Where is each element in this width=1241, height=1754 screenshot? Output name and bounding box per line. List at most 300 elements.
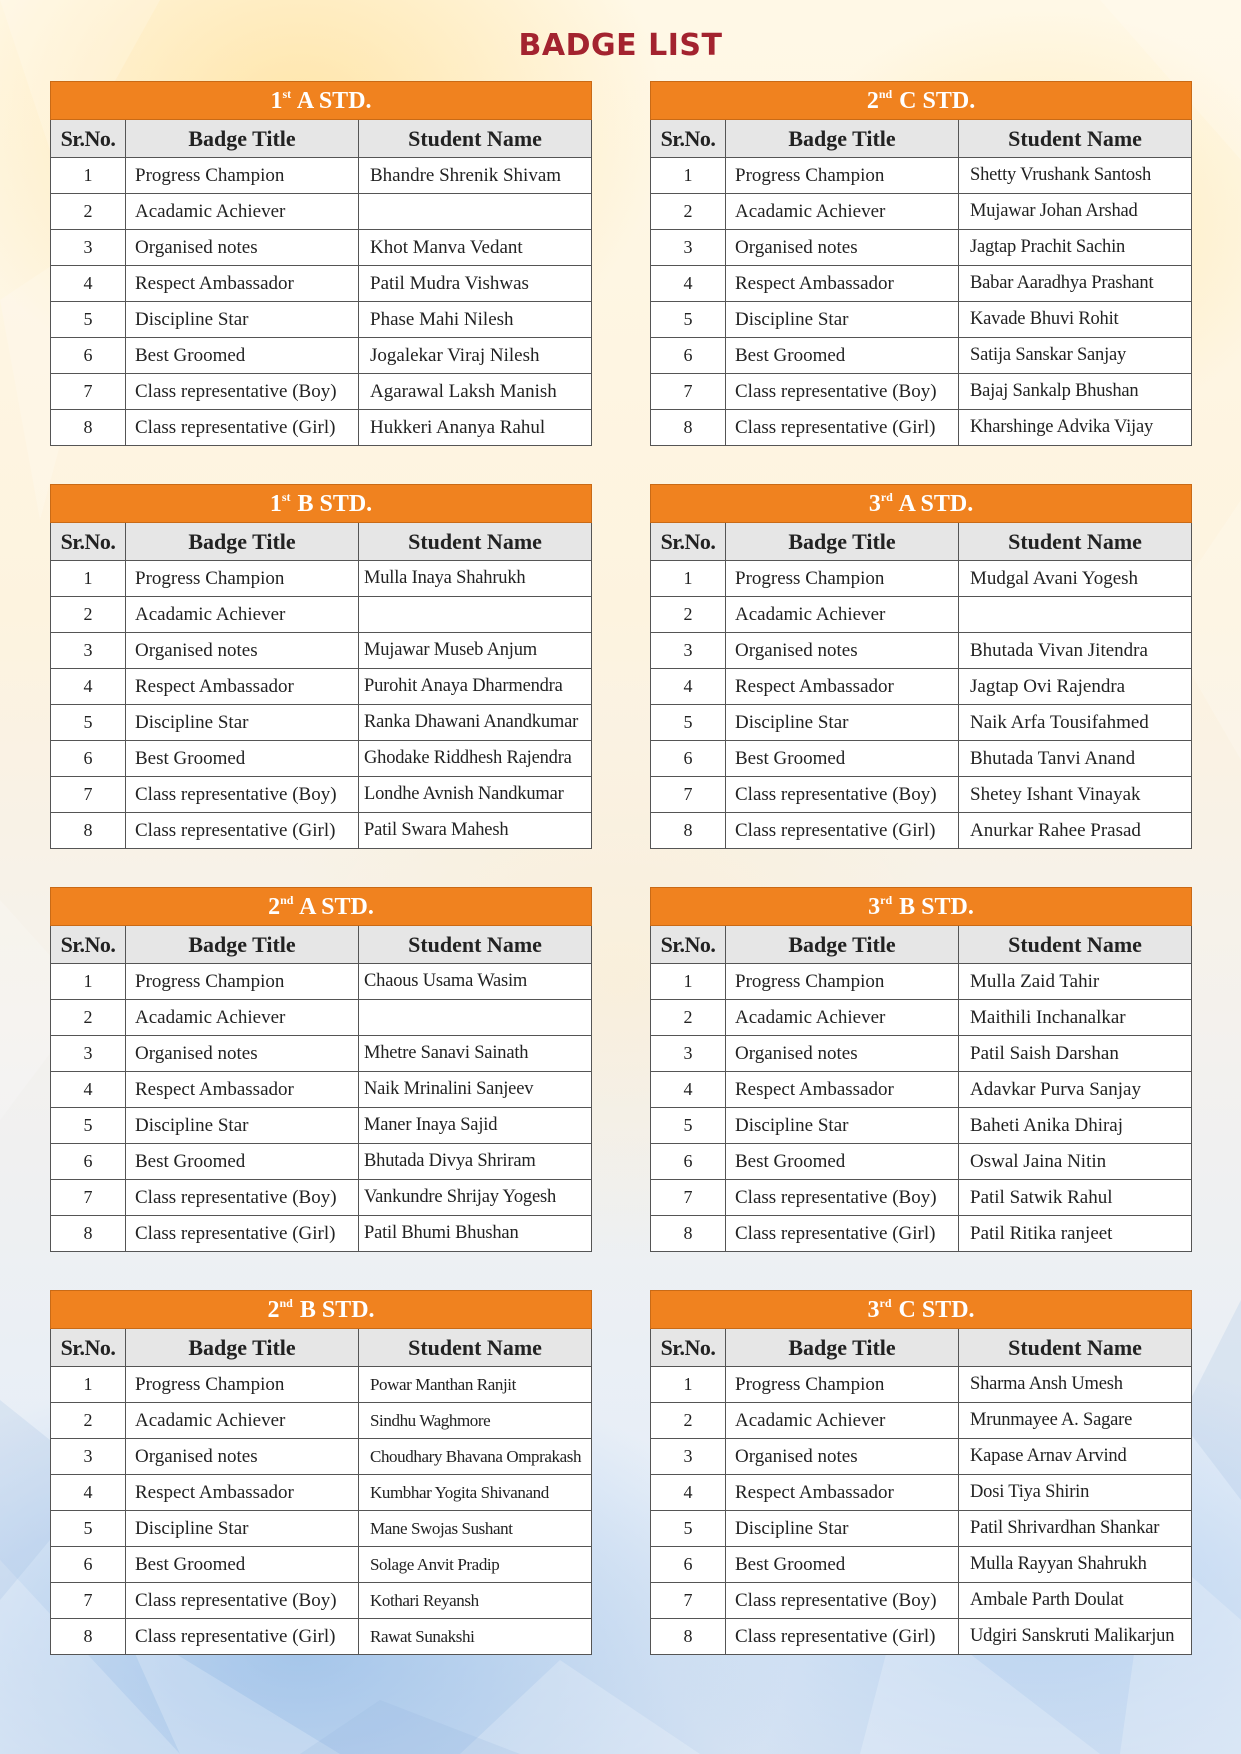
table-row [651, 338, 1192, 374]
student-cell: Choudhary Bhavana Omprakash [359, 1439, 592, 1475]
student-cell: Naik Arfa Tousifahmed [959, 705, 1192, 741]
student-cell: Mulla Rayyan Shahrukh [959, 1547, 1192, 1583]
student-cell: Mane Swojas Sushant [359, 1511, 592, 1547]
student-cell: Vankundre Shrijay Yogesh [359, 1180, 592, 1216]
table-row [651, 1439, 1192, 1475]
table-row [51, 1511, 592, 1547]
badge-cell: Organised notes [726, 1439, 959, 1475]
table-row [651, 1547, 1192, 1583]
badge-cell: Organised notes [126, 1439, 359, 1475]
badge-cell: Class representative (Girl) [726, 1619, 959, 1655]
sr-cell: 3 [51, 1036, 126, 1072]
badge-cell: Respect Ambassador [126, 1072, 359, 1108]
table-row [51, 1547, 592, 1583]
sr-cell: 7 [51, 374, 126, 410]
section-3rd-b-std [650, 887, 1191, 1252]
sr-cell: 4 [651, 1475, 726, 1511]
student-cell: Mrunmayee A. Sagare [959, 1403, 1192, 1439]
sr-cell: 8 [51, 813, 126, 849]
table-row [651, 813, 1192, 849]
sr-cell: 7 [51, 1583, 126, 1619]
student-cell: Kharshinge Advika Vijay [959, 410, 1192, 446]
badge-cell: Best Groomed [726, 338, 959, 374]
sr-cell: 2 [651, 194, 726, 230]
table-row [651, 1511, 1192, 1547]
section-heading: 3rd C STD. [651, 1291, 1192, 1329]
student-cell: Phase Mahi Nilesh [359, 302, 592, 338]
student-cell: Powar Manthan Ranjit [359, 1367, 592, 1403]
student-cell: Adavkar Purva Sanjay [959, 1072, 1192, 1108]
badge-cell: Acadamic Achiever [126, 597, 359, 633]
student-cell: Maithili Inchanalkar [959, 1000, 1192, 1036]
col-header-student-name: Student Name [359, 1329, 592, 1367]
badge-cell: Acadamic Achiever [726, 1000, 959, 1036]
badge-cell: Organised notes [126, 230, 359, 266]
section-3rd-c-std [650, 1290, 1191, 1655]
badge-cell: Best Groomed [126, 1547, 359, 1583]
table-row [651, 1619, 1192, 1655]
table-row [651, 302, 1192, 338]
table-row [51, 1036, 592, 1072]
table-row [651, 266, 1192, 302]
table-row [51, 597, 592, 633]
col-header-student-name: Student Name [959, 1329, 1192, 1367]
sr-cell: 6 [651, 338, 726, 374]
student-cell: Baheti Anika Dhiraj [959, 1108, 1192, 1144]
section-1st-b-std [50, 484, 591, 849]
badge-table [50, 484, 592, 849]
col-header-student-name: Student Name [359, 120, 592, 158]
table-row [651, 597, 1192, 633]
badge-cell: Class representative (Girl) [726, 1216, 959, 1252]
student-cell: Kumbhar Yogita Shivanand [359, 1475, 592, 1511]
sr-cell: 5 [51, 1108, 126, 1144]
section-2nd-c-std [650, 81, 1191, 446]
badge-cell: Class representative (Boy) [726, 1180, 959, 1216]
student-cell: Patil Shrivardhan Shankar [959, 1511, 1192, 1547]
table-row [51, 1475, 592, 1511]
sr-cell: 1 [651, 1367, 726, 1403]
col-header-badge-title: Badge Title [726, 120, 959, 158]
badge-cell: Class representative (Girl) [126, 1619, 359, 1655]
badge-cell: Best Groomed [726, 1144, 959, 1180]
badge-table [650, 1290, 1192, 1655]
table-row [51, 230, 592, 266]
student-cell: Patil Satwik Rahul [959, 1180, 1192, 1216]
student-cell: Maner Inaya Sajid [359, 1108, 592, 1144]
table-row [651, 1583, 1192, 1619]
student-cell: Patil Bhumi Bhushan [359, 1216, 592, 1252]
badge-cell: Progress Champion [126, 964, 359, 1000]
sr-cell: 4 [51, 266, 126, 302]
student-cell: Babar Aaradhya Prashant [959, 266, 1192, 302]
student-cell: Patil Ritika ranjeet [959, 1216, 1192, 1252]
sr-cell: 4 [51, 669, 126, 705]
col-header-sr-no: Sr.No. [51, 120, 126, 158]
student-cell: Kothari Reyansh [359, 1583, 592, 1619]
section-heading: 1st A STD. [51, 82, 592, 120]
badge-cell: Discipline Star [126, 1511, 359, 1547]
badge-cell: Respect Ambassador [126, 669, 359, 705]
table-row [51, 1619, 592, 1655]
sr-cell: 7 [651, 1583, 726, 1619]
badge-cell: Discipline Star [726, 705, 959, 741]
sr-cell: 7 [651, 1180, 726, 1216]
sr-cell: 4 [51, 1072, 126, 1108]
student-cell: Agarawal Laksh Manish [359, 374, 592, 410]
badge-cell: Best Groomed [126, 741, 359, 777]
table-row [651, 777, 1192, 813]
sr-cell: 4 [651, 266, 726, 302]
sr-cell: 8 [51, 1619, 126, 1655]
badge-cell: Organised notes [726, 633, 959, 669]
student-cell [959, 597, 1192, 633]
student-cell: Ranka Dhawani Anandkumar [359, 705, 592, 741]
table-row [51, 1000, 592, 1036]
sr-cell: 3 [651, 1439, 726, 1475]
badge-cell: Class representative (Girl) [126, 813, 359, 849]
badge-cell: Respect Ambassador [726, 266, 959, 302]
table-row [651, 1180, 1192, 1216]
sr-cell: 2 [51, 1403, 126, 1439]
table-row [651, 158, 1192, 194]
table-row [51, 669, 592, 705]
badge-cell: Respect Ambassador [126, 266, 359, 302]
sr-cell: 1 [51, 1367, 126, 1403]
sr-cell: 5 [51, 302, 126, 338]
badge-cell: Class representative (Girl) [726, 813, 959, 849]
badge-cell: Respect Ambassador [726, 1475, 959, 1511]
badge-cell: Progress Champion [726, 1367, 959, 1403]
sr-cell: 6 [651, 741, 726, 777]
sr-cell: 6 [51, 741, 126, 777]
sr-cell: 7 [51, 777, 126, 813]
sr-cell: 6 [51, 1144, 126, 1180]
badge-table [50, 887, 592, 1252]
table-row [651, 230, 1192, 266]
student-cell: Kapase Arnav Arvind [959, 1439, 1192, 1475]
col-header-sr-no: Sr.No. [51, 523, 126, 561]
sr-cell: 5 [651, 302, 726, 338]
col-header-sr-no: Sr.No. [651, 1329, 726, 1367]
student-cell: Naik Mrinalini Sanjeev [359, 1072, 592, 1108]
table-row [651, 1072, 1192, 1108]
student-cell [359, 597, 592, 633]
table-row [651, 410, 1192, 446]
sr-cell: 3 [51, 230, 126, 266]
badge-cell: Acadamic Achiever [726, 1403, 959, 1439]
badge-cell: Progress Champion [126, 158, 359, 194]
student-cell: Jogalekar Viraj Nilesh [359, 338, 592, 374]
student-cell: Shetty Vrushank Santosh [959, 158, 1192, 194]
col-header-badge-title: Badge Title [126, 523, 359, 561]
student-cell: Bhutada Divya Shriram [359, 1144, 592, 1180]
badge-cell: Acadamic Achiever [126, 1000, 359, 1036]
sr-cell: 6 [51, 1547, 126, 1583]
student-cell: Bajaj Sankalp Bhushan [959, 374, 1192, 410]
student-cell: Kavade Bhuvi Rohit [959, 302, 1192, 338]
sr-cell: 4 [651, 1072, 726, 1108]
sr-cell: 5 [51, 1511, 126, 1547]
badge-cell: Organised notes [726, 1036, 959, 1072]
student-cell: Jagtap Ovi Rajendra [959, 669, 1192, 705]
section-heading: 2nd A STD. [51, 888, 592, 926]
table-row [651, 1144, 1192, 1180]
sr-cell: 8 [51, 410, 126, 446]
table-row [51, 1144, 592, 1180]
sr-cell: 2 [651, 1403, 726, 1439]
student-cell [359, 194, 592, 230]
table-row [651, 669, 1192, 705]
table-row [51, 1583, 592, 1619]
col-header-badge-title: Badge Title [126, 120, 359, 158]
badge-cell: Discipline Star [126, 1108, 359, 1144]
section-2nd-b-std [50, 1290, 591, 1655]
student-cell: Mulla Inaya Shahrukh [359, 561, 592, 597]
student-cell: Ghodake Riddhesh Rajendra [359, 741, 592, 777]
student-cell: Anurkar Rahee Prasad [959, 813, 1192, 849]
sr-cell: 3 [51, 1439, 126, 1475]
badge-cell: Class representative (Boy) [726, 1583, 959, 1619]
table-row [651, 1000, 1192, 1036]
student-cell: Patil Mudra Vishwas [359, 266, 592, 302]
sr-cell: 7 [51, 1180, 126, 1216]
student-cell: Udgiri Sanskruti Malikarjun [959, 1619, 1192, 1655]
badge-cell: Class representative (Boy) [126, 1583, 359, 1619]
table-row [651, 1108, 1192, 1144]
table-row [51, 705, 592, 741]
badge-cell: Progress Champion [726, 561, 959, 597]
badge-cell: Organised notes [726, 230, 959, 266]
col-header-sr-no: Sr.No. [651, 523, 726, 561]
student-cell: Khot Manva Vedant [359, 230, 592, 266]
table-row [51, 1072, 592, 1108]
section-heading: 2nd B STD. [51, 1291, 592, 1329]
section-heading: 3rd A STD. [651, 485, 1192, 523]
badge-cell: Class representative (Boy) [726, 374, 959, 410]
badge-cell: Acadamic Achiever [126, 1403, 359, 1439]
table-row [651, 1475, 1192, 1511]
table-row [651, 374, 1192, 410]
table-row [51, 1403, 592, 1439]
sr-cell: 8 [51, 1216, 126, 1252]
student-cell: Chaous Usama Wasim [359, 964, 592, 1000]
table-row [51, 741, 592, 777]
sr-cell: 6 [651, 1547, 726, 1583]
col-header-student-name: Student Name [959, 523, 1192, 561]
student-cell: Patil Saish Darshan [959, 1036, 1192, 1072]
sr-cell: 1 [651, 158, 726, 194]
table-row [51, 964, 592, 1000]
col-header-badge-title: Badge Title [726, 1329, 959, 1367]
col-header-sr-no: Sr.No. [651, 926, 726, 964]
student-cell: Bhutada Vivan Jitendra [959, 633, 1192, 669]
table-row [651, 633, 1192, 669]
student-cell: Shetey Ishant Vinayak [959, 777, 1192, 813]
section-3rd-a-std [650, 484, 1191, 849]
badge-cell: Respect Ambassador [126, 1475, 359, 1511]
sr-cell: 2 [651, 597, 726, 633]
table-row [51, 158, 592, 194]
badge-cell: Organised notes [126, 633, 359, 669]
student-cell: Hukkeri Ananya Rahul [359, 410, 592, 446]
col-header-student-name: Student Name [359, 926, 592, 964]
table-row [51, 338, 592, 374]
badge-cell: Best Groomed [726, 741, 959, 777]
section-2nd-a-std [50, 887, 591, 1252]
badge-cell: Progress Champion [126, 561, 359, 597]
sr-cell: 2 [51, 194, 126, 230]
sr-cell: 2 [51, 597, 126, 633]
badge-cell: Discipline Star [126, 302, 359, 338]
badge-cell: Discipline Star [726, 302, 959, 338]
student-cell: Bhandre Shrenik Shivam [359, 158, 592, 194]
sr-cell: 1 [51, 561, 126, 597]
badge-cell: Class representative (Girl) [726, 410, 959, 446]
table-row [51, 777, 592, 813]
table-row [51, 1216, 592, 1252]
col-header-student-name: Student Name [959, 120, 1192, 158]
section-heading: 1st B STD. [51, 485, 592, 523]
table-row [651, 561, 1192, 597]
sr-cell: 1 [51, 964, 126, 1000]
table-row [651, 964, 1192, 1000]
badge-table [50, 81, 592, 446]
student-cell: Mudgal Avani Yogesh [959, 561, 1192, 597]
badge-table [650, 81, 1192, 446]
badge-cell: Class representative (Boy) [126, 374, 359, 410]
badge-cell: Best Groomed [126, 338, 359, 374]
badge-cell: Class representative (Boy) [126, 777, 359, 813]
badge-cell: Acadamic Achiever [126, 194, 359, 230]
sr-cell: 3 [651, 230, 726, 266]
sr-cell: 5 [651, 1511, 726, 1547]
badge-cell: Acadamic Achiever [726, 597, 959, 633]
table-row [51, 561, 592, 597]
section-heading: 3rd B STD. [651, 888, 1192, 926]
table-row [51, 1180, 592, 1216]
sr-cell: 1 [51, 158, 126, 194]
col-header-badge-title: Badge Title [126, 926, 359, 964]
sr-cell: 2 [51, 1000, 126, 1036]
badge-cell: Class representative (Boy) [726, 777, 959, 813]
student-cell: Mulla Zaid Tahir [959, 964, 1192, 1000]
table-row [651, 1216, 1192, 1252]
badge-cell: Respect Ambassador [726, 1072, 959, 1108]
sr-cell: 4 [51, 1475, 126, 1511]
badge-cell: Class representative (Boy) [126, 1180, 359, 1216]
col-header-sr-no: Sr.No. [51, 926, 126, 964]
sr-cell: 3 [51, 633, 126, 669]
table-row [51, 633, 592, 669]
col-header-student-name: Student Name [359, 523, 592, 561]
table-row [651, 1367, 1192, 1403]
col-header-badge-title: Badge Title [726, 926, 959, 964]
badge-table [650, 484, 1192, 849]
table-row [51, 302, 592, 338]
sr-cell: 8 [651, 410, 726, 446]
student-cell: Dosi Tiya Shirin [959, 1475, 1192, 1511]
table-row [51, 1367, 592, 1403]
badge-cell: Best Groomed [726, 1547, 959, 1583]
sr-cell: 4 [651, 669, 726, 705]
student-cell: Patil Swara Mahesh [359, 813, 592, 849]
sr-cell: 1 [651, 561, 726, 597]
student-cell: Satija Sanskar Sanjay [959, 338, 1192, 374]
table-row [51, 1108, 592, 1144]
badge-cell: Discipline Star [726, 1511, 959, 1547]
col-header-sr-no: Sr.No. [651, 120, 726, 158]
section-1st-a-std [50, 81, 591, 446]
section-heading: 2nd C STD. [651, 82, 1192, 120]
student-cell: Purohit Anaya Dharmendra [359, 669, 592, 705]
sr-cell: 8 [651, 813, 726, 849]
table-row [651, 194, 1192, 230]
student-cell: Oswal Jaina Nitin [959, 1144, 1192, 1180]
table-row [51, 410, 592, 446]
table-row [51, 194, 592, 230]
student-cell: Londhe Avnish Nandkumar [359, 777, 592, 813]
sr-cell: 3 [651, 1036, 726, 1072]
badge-cell: Acadamic Achiever [726, 194, 959, 230]
table-row [651, 741, 1192, 777]
col-header-badge-title: Badge Title [726, 523, 959, 561]
student-cell: Mujawar Museb Anjum [359, 633, 592, 669]
student-cell: Mujawar Johan Arshad [959, 194, 1192, 230]
student-cell: Solage Anvit Pradip [359, 1547, 592, 1583]
sr-cell: 7 [651, 777, 726, 813]
sr-cell: 6 [51, 338, 126, 374]
col-header-student-name: Student Name [959, 926, 1192, 964]
sr-cell: 6 [651, 1144, 726, 1180]
sr-cell: 2 [651, 1000, 726, 1036]
page-title: BADGE LIST [518, 28, 723, 63]
badge-cell: Respect Ambassador [726, 669, 959, 705]
student-cell [359, 1000, 592, 1036]
student-cell: Mhetre Sanavi Sainath [359, 1036, 592, 1072]
sr-cell: 8 [651, 1216, 726, 1252]
badge-cell: Best Groomed [126, 1144, 359, 1180]
badge-cell: Discipline Star [726, 1108, 959, 1144]
table-row [51, 374, 592, 410]
table-row [51, 813, 592, 849]
badge-cell: Discipline Star [126, 705, 359, 741]
sr-cell: 3 [651, 633, 726, 669]
student-cell: Ambale Parth Doulat [959, 1583, 1192, 1619]
table-row [51, 266, 592, 302]
table-row [651, 1403, 1192, 1439]
sr-cell: 8 [651, 1619, 726, 1655]
badge-table [50, 1290, 592, 1655]
sr-cell: 1 [651, 964, 726, 1000]
badge-cell: Progress Champion [726, 964, 959, 1000]
col-header-badge-title: Badge Title [126, 1329, 359, 1367]
student-cell: Rawat Sunakshi [359, 1619, 592, 1655]
student-cell: Bhutada Tanvi Anand [959, 741, 1192, 777]
badge-cell: Class representative (Girl) [126, 410, 359, 446]
student-cell: Sharma Ansh Umesh [959, 1367, 1192, 1403]
col-header-sr-no: Sr.No. [51, 1329, 126, 1367]
sr-cell: 5 [51, 705, 126, 741]
badge-cell: Class representative (Girl) [126, 1216, 359, 1252]
student-cell: Sindhu Waghmore [359, 1403, 592, 1439]
sr-cell: 5 [651, 705, 726, 741]
table-row [651, 705, 1192, 741]
badge-cell: Organised notes [126, 1036, 359, 1072]
table-row [51, 1439, 592, 1475]
sr-cell: 7 [651, 374, 726, 410]
student-cell: Jagtap Prachit Sachin [959, 230, 1192, 266]
